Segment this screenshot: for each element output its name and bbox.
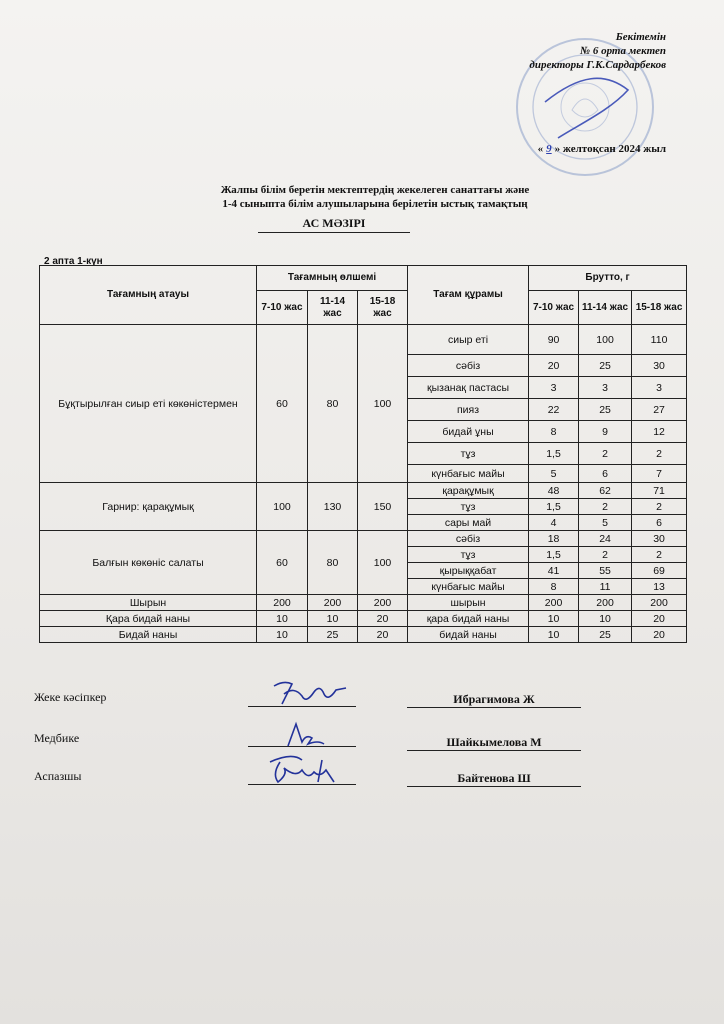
header-age: 15-18 жас <box>632 291 687 325</box>
heading-line-2: 1-4 сыныпта білім алушыларына берілетін ыстық тамақтың <box>222 198 528 210</box>
ingredient-name: пияз <box>408 399 529 421</box>
dish-portion: 10 <box>308 611 358 627</box>
signature-role: Жеке кәсіпкер <box>34 690 107 704</box>
table-row <box>40 531 687 547</box>
gross-weight: 71 <box>632 483 687 499</box>
ingredient-name: қара бидай наны <box>408 611 529 627</box>
dish-portion: 200 <box>358 595 408 611</box>
gross-weight: 20 <box>632 627 687 643</box>
header-composition: Тағам құрамы <box>408 266 529 325</box>
header-age: 7-10 жас <box>529 291 579 325</box>
dish-name: Шырын <box>40 595 257 611</box>
dish-portion: 20 <box>358 627 408 643</box>
gross-weight: 41 <box>529 563 579 579</box>
table-row <box>40 325 687 355</box>
gross-weight: 12 <box>632 421 687 443</box>
handwritten-signature <box>262 752 352 786</box>
gross-weight: 7 <box>632 465 687 483</box>
ingredient-name: қарақұмық <box>408 483 529 499</box>
dish-portion: 60 <box>257 531 308 595</box>
table-row <box>40 483 687 499</box>
approval-school: № 6 орта мектеп <box>580 45 666 57</box>
gross-weight: 10 <box>529 627 579 643</box>
gross-weight: 6 <box>579 465 632 483</box>
gross-weight: 5 <box>579 515 632 531</box>
signature-role: Аспазшы <box>34 769 82 783</box>
gross-weight: 2 <box>632 499 687 515</box>
ingredient-name: сәбіз <box>408 355 529 377</box>
gross-weight: 30 <box>632 531 687 547</box>
gross-weight: 27 <box>632 399 687 421</box>
gross-weight: 2 <box>579 499 632 515</box>
gross-weight: 2 <box>632 443 687 465</box>
gross-weight: 3 <box>579 377 632 399</box>
approval-date <box>476 142 666 156</box>
ingredient-name: бидай наны <box>408 627 529 643</box>
header-gross: Брутто, г <box>529 266 687 291</box>
gross-weight: 22 <box>529 399 579 421</box>
gross-weight: 24 <box>579 531 632 547</box>
signature-name: Байтенова Ш <box>407 771 581 787</box>
handwritten-signature <box>262 718 352 752</box>
ingredient-name: шырын <box>408 595 529 611</box>
signature-name: Ибрагимова Ж <box>407 692 581 708</box>
gross-weight: 20 <box>529 355 579 377</box>
gross-weight: 20 <box>632 611 687 627</box>
header-dish-name: Тағамның атауы <box>40 266 257 325</box>
gross-weight: 3 <box>529 377 579 399</box>
gross-weight: 1,5 <box>529 499 579 515</box>
dish-portion: 100 <box>358 531 408 595</box>
ingredient-name: тұз <box>408 547 529 563</box>
gross-weight: 55 <box>579 563 632 579</box>
handwritten-signature <box>262 678 352 712</box>
dish-portion: 150 <box>358 483 408 531</box>
gross-weight: 69 <box>632 563 687 579</box>
ingredient-name: сәбіз <box>408 531 529 547</box>
dish-portion: 200 <box>257 595 308 611</box>
dish-name: Қара бидай наны <box>40 611 257 627</box>
ingredient-name: қырыққабат <box>408 563 529 579</box>
header-age: 7-10 жас <box>257 291 308 325</box>
table-row <box>40 611 687 627</box>
date-month-year: » желтоқсан 2024 жыл <box>554 143 666 155</box>
dish-portion: 100 <box>257 483 308 531</box>
gross-weight: 25 <box>579 355 632 377</box>
ingredient-name: қызанақ пастасы <box>408 377 529 399</box>
dish-portion: 80 <box>308 325 358 483</box>
ingredient-name: сиыр еті <box>408 325 529 355</box>
dish-portion: 25 <box>308 627 358 643</box>
gross-weight: 9 <box>579 421 632 443</box>
gross-weight: 30 <box>632 355 687 377</box>
gross-weight: 200 <box>579 595 632 611</box>
gross-weight: 2 <box>632 547 687 563</box>
gross-weight: 25 <box>579 627 632 643</box>
gross-weight: 110 <box>632 325 687 355</box>
dish-portion: 10 <box>257 611 308 627</box>
menu-table <box>39 265 687 643</box>
page-title: АС МӘЗІРІ <box>258 216 410 233</box>
dish-portion: 200 <box>308 595 358 611</box>
gross-weight: 2 <box>579 547 632 563</box>
dish-name: Бұқтырылған сиыр еті көкөністермен <box>40 325 257 483</box>
gross-weight: 1,5 <box>529 547 579 563</box>
approval-title: Бекітемін <box>615 31 666 43</box>
gross-weight: 11 <box>579 579 632 595</box>
gross-weight: 62 <box>579 483 632 499</box>
gross-weight: 8 <box>529 421 579 443</box>
gross-weight: 3 <box>632 377 687 399</box>
gross-weight: 1,5 <box>529 443 579 465</box>
approval-director: директоры Г.К.Сардарбеков <box>529 59 666 71</box>
signature-name: Шайкымелова М <box>407 735 581 751</box>
gross-weight: 2 <box>579 443 632 465</box>
dish-name: Бидай наны <box>40 627 257 643</box>
dish-portion: 20 <box>358 611 408 627</box>
dish-portion: 80 <box>308 531 358 595</box>
gross-weight: 4 <box>529 515 579 531</box>
gross-weight: 6 <box>632 515 687 531</box>
gross-weight: 25 <box>579 399 632 421</box>
dish-name: Балғын көкөніс салаты <box>40 531 257 595</box>
gross-weight: 10 <box>529 611 579 627</box>
table-row <box>40 627 687 643</box>
gross-weight: 18 <box>529 531 579 547</box>
dish-portion: 60 <box>257 325 308 483</box>
ingredient-name: сары май <box>408 515 529 531</box>
header-age: 11-14 жас <box>579 291 632 325</box>
gross-weight: 10 <box>579 611 632 627</box>
ingredient-name: күнбағыс майы <box>408 579 529 595</box>
dish-portion: 100 <box>358 325 408 483</box>
dish-name: Гарнир: қарақұмық <box>40 483 257 531</box>
gross-weight: 200 <box>632 595 687 611</box>
ingredient-name: тұз <box>408 443 529 465</box>
heading-line-1: Жалпы білім беретін мектептердің жекелеген санаттағы және <box>220 184 530 196</box>
menu-table-body <box>40 325 687 643</box>
gross-weight: 5 <box>529 465 579 483</box>
ingredient-name: тұз <box>408 499 529 515</box>
ingredient-name: күнбағыс майы <box>408 465 529 483</box>
gross-weight: 13 <box>632 579 687 595</box>
header-age: 15-18 жас <box>358 291 408 325</box>
gross-weight: 48 <box>529 483 579 499</box>
gross-weight: 8 <box>529 579 579 595</box>
dish-portion: 10 <box>257 627 308 643</box>
table-row <box>40 595 687 611</box>
date-open-quote: « <box>537 143 544 155</box>
dish-portion: 130 <box>308 483 358 531</box>
gross-weight: 90 <box>529 325 579 355</box>
signature-role: Медбике <box>34 731 80 745</box>
ingredient-name: бидай ұны <box>408 421 529 443</box>
approval-block <box>476 30 666 155</box>
header-age: 11-14 жас <box>308 291 358 325</box>
gross-weight: 100 <box>579 325 632 355</box>
week-day-label: 2 апта 1-күн <box>44 256 103 267</box>
date-day: 9 <box>546 143 552 155</box>
gross-weight: 200 <box>529 595 579 611</box>
header-portion: Тағамның өлшемі <box>257 266 408 291</box>
document-heading <box>150 183 600 211</box>
